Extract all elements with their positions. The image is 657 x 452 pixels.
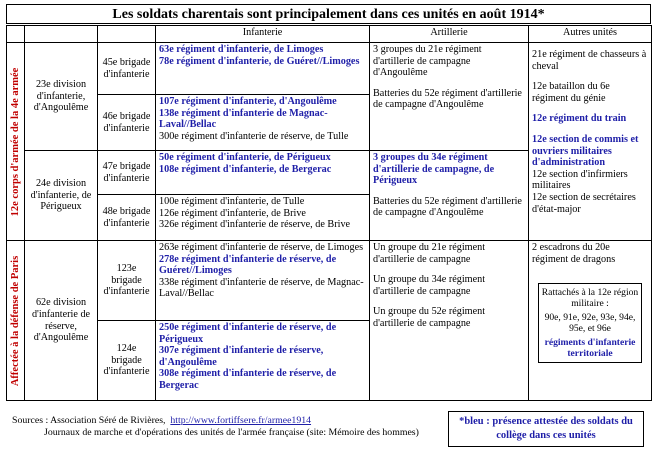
division-23: 23e division d'infanterie, d'Angoulême [25,43,98,151]
regiment-138: 138e régiment d'infanterie de Magnac-Laval//Bellac [159,107,328,131]
regiment-308: 308e régiment d'infanterie de réserve, de Bergerac [159,368,337,391]
artillery-21-groups: 3 groupes du 21e régiment d'artillerie de campagne d'Angoulême [373,44,482,79]
regiment-50: 50e régiment d'infanterie, de Périgueux [159,152,331,163]
artillery-d24 [370,151,529,241]
regiment-278: 278e régiment d'infanterie de réserve, de Guéret//Limoges [159,253,337,277]
artillery-21-group: Un groupe du 21e régiment d'artillerie de campagne [373,242,486,265]
table-row [7,43,652,95]
regiment-107: 107e régiment d'infanterie, d'Angoulême [159,96,337,107]
brigade-48: 48e brigade d'infanterie [98,195,156,241]
artillery-34-groups: 3 groupes du 34e régiment d'artillerie de campagne, de Périgueux [373,152,495,187]
regiment-78: 78e régiment d'infanterie, de Guéret//Limoges [159,55,360,67]
header-empty [7,26,25,43]
regiment-338: 338e régiment d'infanterie de réserve, de Magnac-Laval//Bellac [159,276,364,300]
rattaches-label: régiments d'infanterie territoriale [544,337,636,360]
other-12-secretaires: 12e section de secrétaires d'état-major [532,191,636,215]
corps-paris-cell [7,241,25,401]
rattaches-box [538,283,642,363]
infantry-b46 [156,95,370,151]
units-table [6,25,652,401]
sources-prefix: Sources : Association Séré de Rivières, [12,415,166,426]
other-20-dragons: 2 escadrons du 20e régiment de dragons [532,242,616,265]
division-24: 24e division d'infanterie, de Périgueux [25,151,98,241]
sources-line2: Journaux de marche et d'opérations des unités de l'armée française (site: Mémoire des hommes) [44,427,419,438]
corps-12-cell [7,43,25,241]
header-row [7,26,652,43]
header-empty [25,26,98,43]
infantry-b48 [156,195,370,241]
regiment-326: 326e régiment d'infanterie de réserve, de Brive [159,219,351,231]
header-infanterie: Infanterie [156,26,370,43]
artillery-52-group: Un groupe du 52e régiment d'artillerie de campagne [373,306,486,329]
others-12-corps [529,43,652,241]
brigade-45: 45e brigade d'infanterie [98,43,156,95]
legend-note: *bleu : présence attestée des soldats du collège dans ces unités [448,411,644,447]
artillery-52-batteries-24: Batteries du 52e régiment d'artillerie de campagne d'Angoulême [373,195,522,219]
regiment-300: 300e régiment d'infanterie de réserve, de Tulle [159,130,349,142]
others-paris [529,241,652,401]
regiment-63: 63e régiment d'infanterie, de Limoges [159,44,324,55]
other-21-chasseurs: 21e régiment de chasseurs à cheval [532,49,647,72]
regiment-307: 307e régiment d'infanterie de réserve, d'Angoulême [159,345,324,368]
rattaches-list: 90e, 91e, 92e, 93e, 94e, 95e, et 96e [544,312,636,335]
infantry-b123 [156,241,370,321]
division-62: 62e division d'infanterie de réserve, d'Angoulême [25,241,98,401]
artillery-52-batteries: Batteries du 52e régiment d'artillerie de campagne d'Angoulême [373,87,522,111]
regiment-263: 263e régiment d'infanterie de réserve, de Limoges [159,242,364,253]
regiment-108: 108e régiment d'infanterie, de Bergerac [159,163,332,175]
page-title: Les soldats charentais sont principalement dans ces unités en août 1914* [6,4,651,24]
header-autres: Autres unités [529,26,652,43]
artillery-d62 [370,241,529,401]
table-row [7,241,652,321]
rattaches-title: Rattachés à la 12e région militaire : [541,287,639,310]
other-12-train: 12e régiment du train [532,113,627,125]
infantry-b45 [156,43,370,95]
sources-link[interactable]: http://www.fortiffsere.fr/armee1914 [170,415,312,426]
other-12-infirmiers: 12e section d'infirmiers militaires [532,168,628,192]
brigade-123: 123e brigade d'infanterie [98,241,156,321]
artillery-34-group: Un groupe du 34e régiment d'artillerie de campagne [373,274,486,297]
corps-paris-label: Affectée à la défense de Paris [9,255,21,386]
header-empty [98,26,156,43]
regiment-126: 126e régiment d'infanterie, de Brive [159,207,306,219]
corps-12-label: 12e corps d'armée de la 4e armée [9,67,21,216]
infantry-b47 [156,151,370,195]
brigade-124: 124e brigade d'infanterie [98,321,156,401]
header-artillerie: Artillerie [370,26,529,43]
regiment-100: 100e régiment d'infanterie, de Tulle [159,196,305,207]
other-12-commis: 12e section de commis et ouvriers militaires d'administration [532,133,639,169]
regiment-250: 250e régiment d'infanterie de réserve, de Périgueux [159,322,337,345]
artillery-d23 [370,43,529,151]
sources-footer [12,415,419,439]
brigade-47: 47e brigade d'infanterie [98,151,156,195]
infantry-b124 [156,321,370,401]
brigade-46: 46e brigade d'infanterie [98,95,156,151]
other-12-genie: 12e bataillon du 6e régiment du génie [532,81,610,104]
